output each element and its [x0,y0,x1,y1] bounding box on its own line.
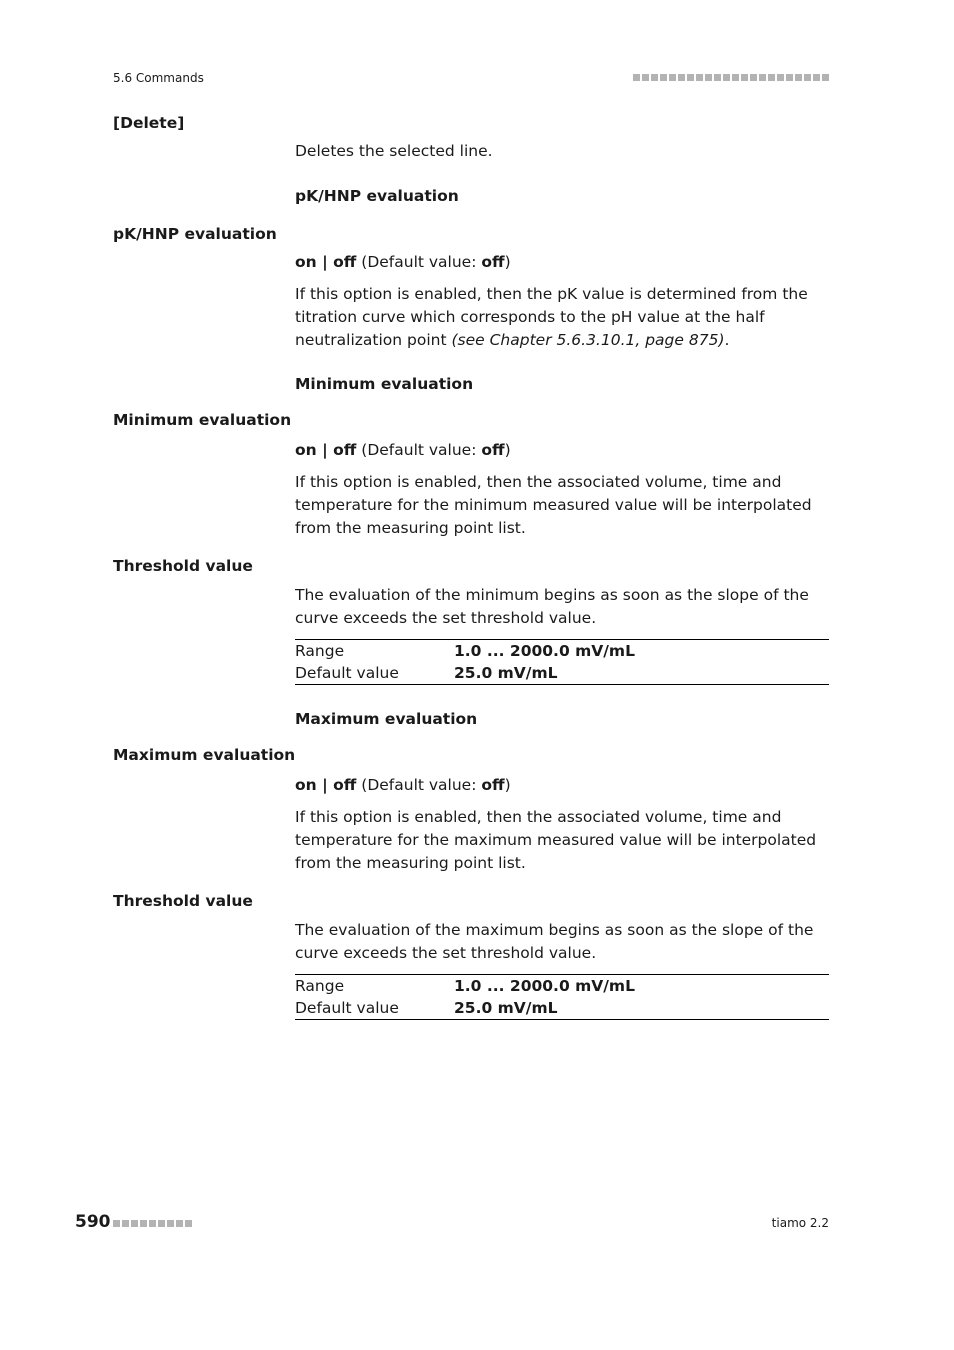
minimum-threshold-title: Threshold value [113,557,253,575]
table-value: 1.0 ... 2000.0 mV/mL [454,642,635,660]
maximum-title: Maximum evaluation [113,746,296,764]
minimum-title: Minimum evaluation [113,411,292,429]
maximum-threshold-table [295,974,829,1020]
maximum-default-value: off [481,776,505,794]
maximum-default-line [295,774,835,797]
page-number: 590 [75,1212,111,1232]
pk-default-value: off [481,253,505,271]
maximum-threshold-title: Threshold value [113,892,253,910]
minimum-threshold-table [295,639,829,685]
delete-title: [Delete] [113,114,185,132]
pk-onoff: on | off [295,253,357,271]
maximum-threshold-text: The evaluation of the maximum begins as soon as the slope of the curve exceeds the set threshold value. [295,921,814,962]
minimum-threshold-text: The evaluation of the minimum begins as soon as the slope of the curve exceeds the set threshold value. [295,586,809,627]
table-row [295,662,829,684]
maximum-default-suffix: ) [504,776,511,794]
pk-default-line [295,251,835,274]
table-row [295,997,829,1019]
table-value: 25.0 mV/mL [454,999,558,1017]
pk-default-suffix: ) [504,253,511,271]
pk-default-prefix: (Default value: [356,253,482,271]
header-dots-decoration [633,74,829,81]
maximum-onoff: on | off [295,776,357,794]
pk-title: pK/HNP evaluation [113,225,277,243]
pk-text: If this option is enabled, then the pK value is determined from the titration curve which corresponds to the pH value at the half neutralization point [295,285,808,349]
minimum-onoff: on | off [295,441,357,459]
table-key: Default value [295,999,399,1017]
table-key: Default value [295,664,399,682]
minimum-default-prefix: (Default value: [356,441,482,459]
table-value: 25.0 mV/mL [454,664,558,682]
pk-chapter-ref[interactable]: (see Chapter 5.6.3.10.1, page 875) [451,331,725,349]
table-key: Range [295,642,345,660]
pk-description [295,283,835,352]
table-key: Range [295,977,345,995]
table-row [295,640,829,662]
maximum-text: If this option is enabled, then the associated volume, time and temperature for the maximum measured value will be interpolated from the measuring point list. [295,808,817,872]
table-row [295,975,829,997]
delete-text: Deletes the selected line. [295,142,493,160]
pk-ref-suffix: . [724,331,730,349]
minimum-subhead: Minimum evaluation [295,375,474,393]
pk-subhead: pK/HNP evaluation [295,187,459,205]
minimum-text: If this option is enabled, then the associated volume, time and temperature for the minimum measured value will be interpolated from the measuring point list. [295,473,812,537]
footer-product: tiamo 2.2 [771,1216,829,1230]
maximum-subhead: Maximum evaluation [295,710,478,728]
footer-dots-decoration [113,1220,192,1227]
minimum-default-line [295,439,835,462]
minimum-default-suffix: ) [504,441,511,459]
header-section: 5.6 Commands [113,71,204,85]
table-value: 1.0 ... 2000.0 mV/mL [454,977,635,995]
minimum-default-value: off [481,441,505,459]
maximum-default-prefix: (Default value: [356,776,482,794]
